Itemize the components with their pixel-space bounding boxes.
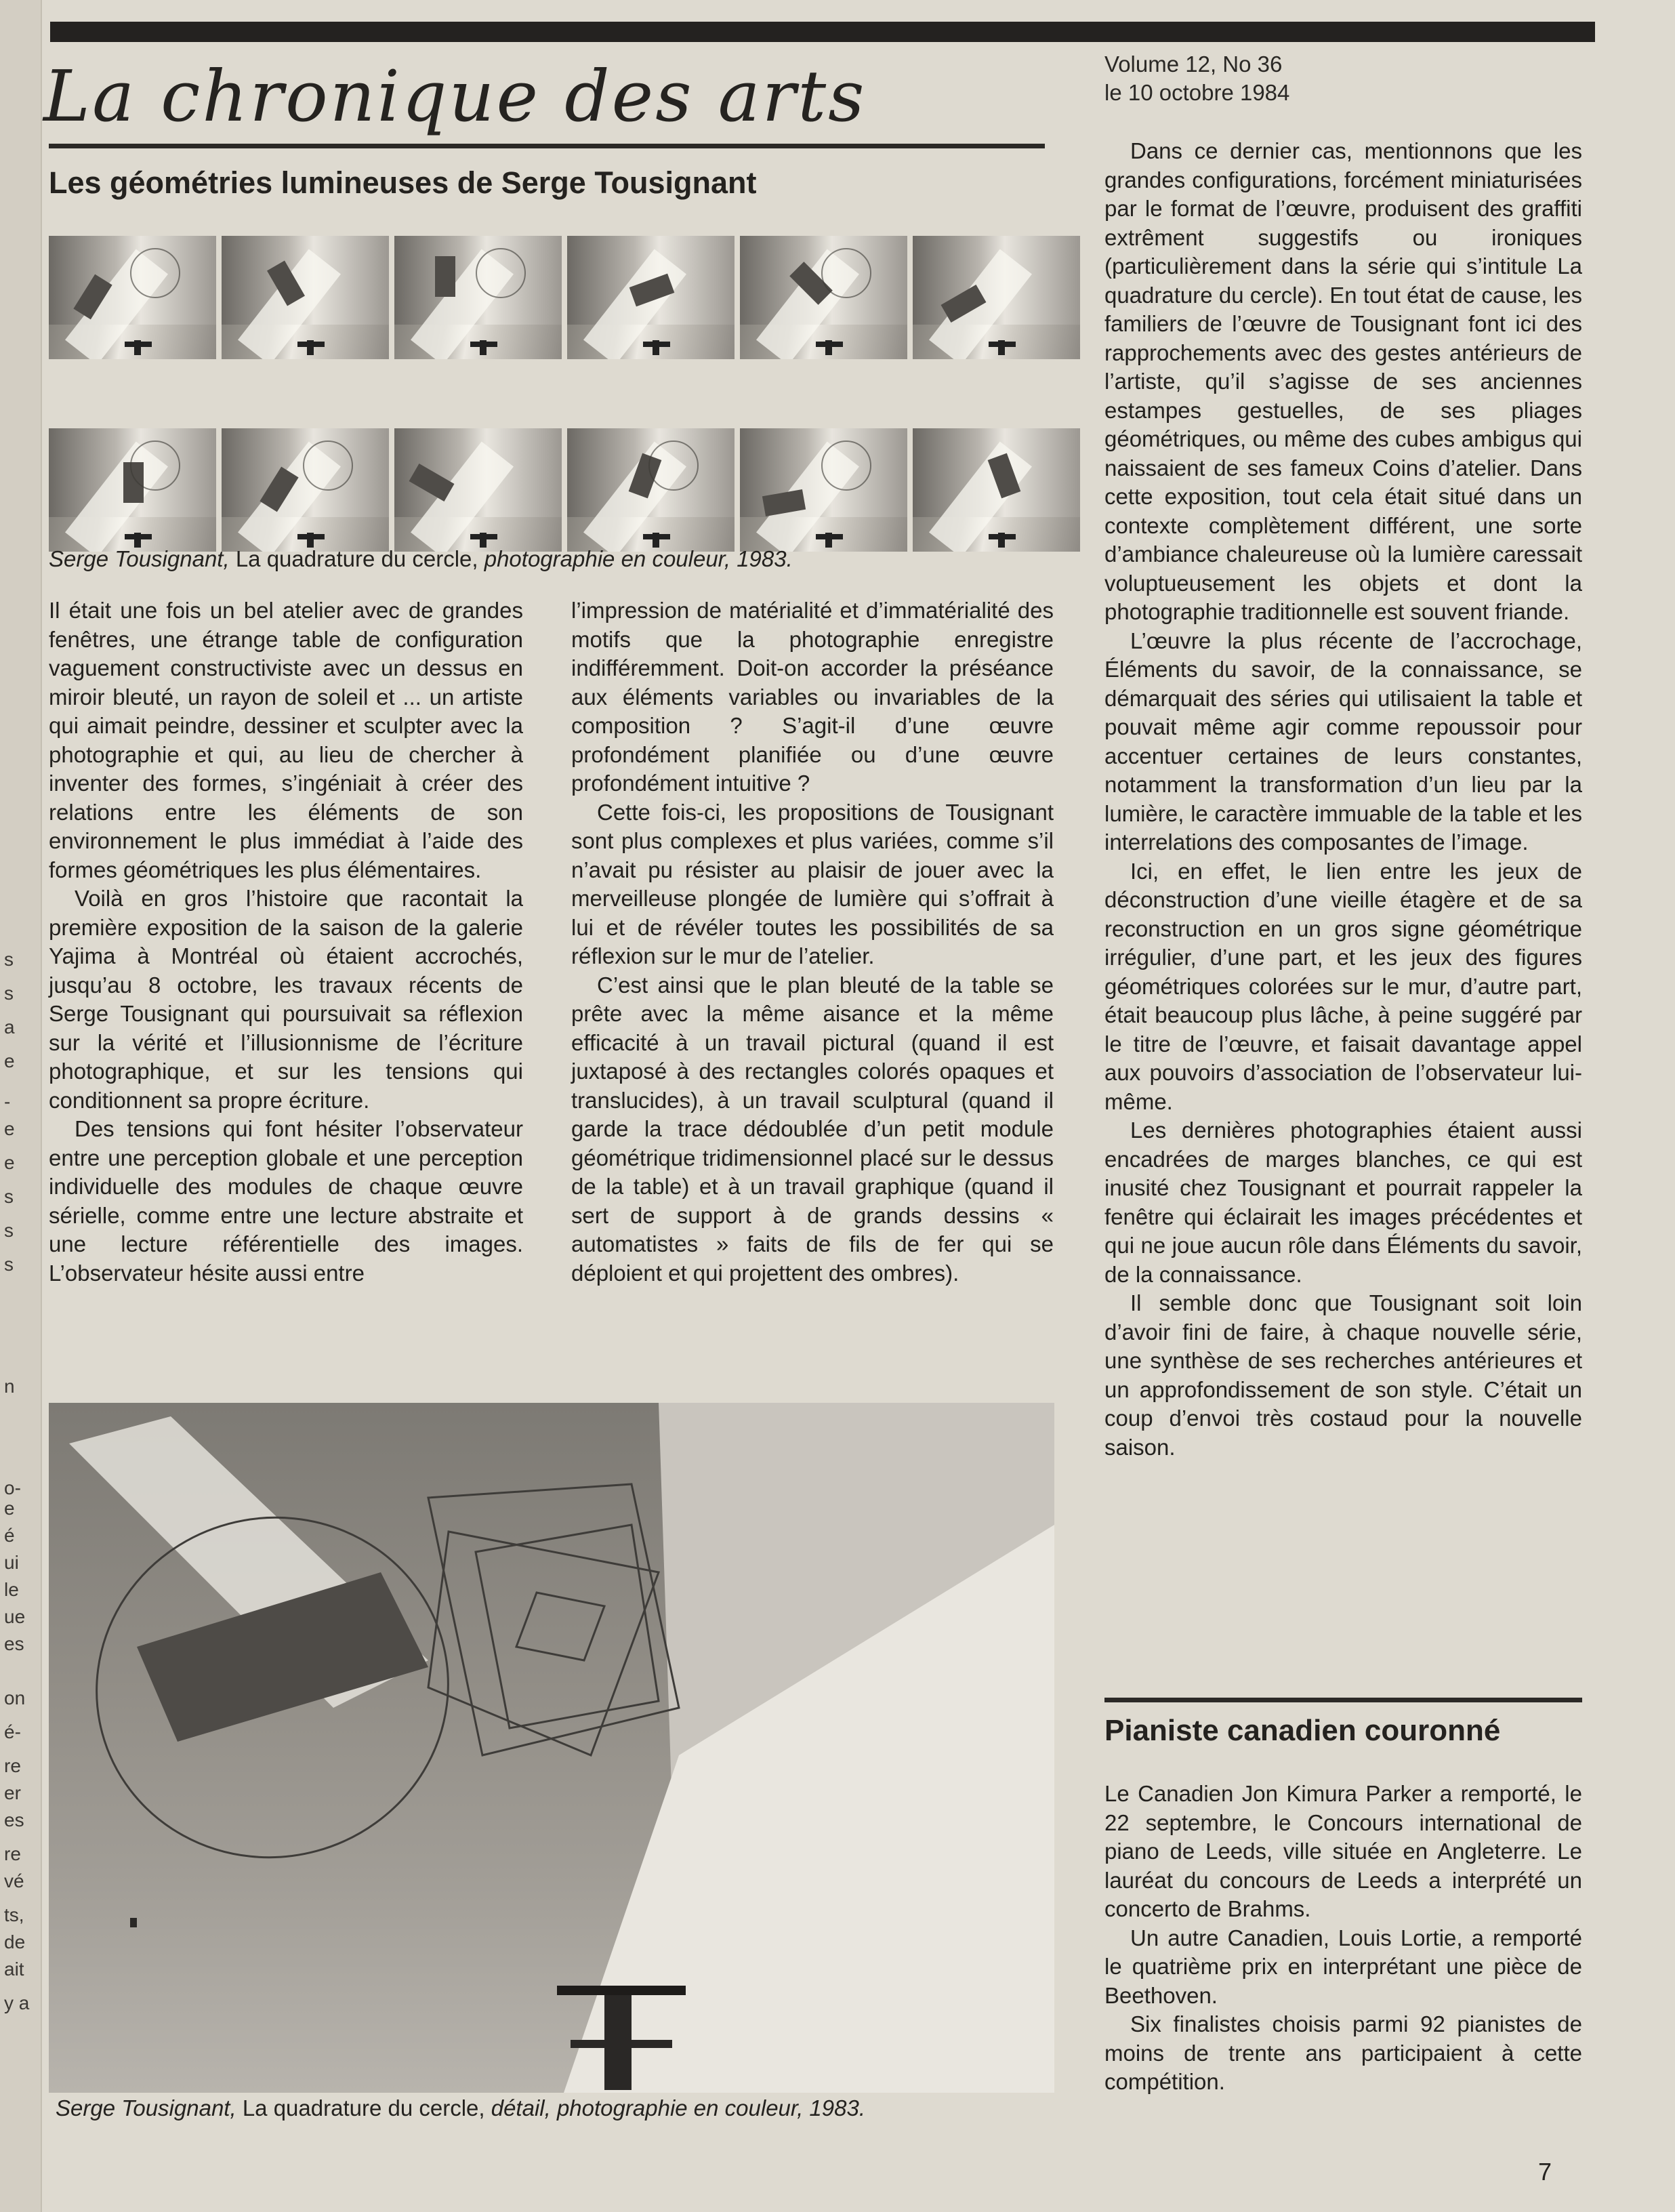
paragraph: l’impression de matérialité et d’immatérialité des motifs que la photographie enregistre indifféremment. Doit-on accorder la préséance aux éléments variables ou invariables de la composition ? S’agit-il d’une œuvre profondément planifiée ou d’une œuvre profondément intuitive ? [571, 598, 1054, 796]
photo-frame [740, 428, 907, 552]
paragraph: Le Canadien Jon Kimura Parker a remporté, le 22 septembre, le Concours international de piano de Leeds, ville située en Angleterre. Le lauréat du concours de Leeds a interprété un concerto de Brahms. [1104, 1781, 1582, 1921]
bleed-fragment: e [4, 1050, 15, 1071]
paragraph: Des tensions qui font hésiter l’observateur entre une perception globale et une perception individuelle des modules de chaque œuvre sérielle, comme entre une lecture abstraite et une lecture référentielle des images. L’observateur hésite aussi entre [49, 1116, 523, 1286]
bleed-fragment: s [4, 983, 14, 1004]
detail-photograph [49, 1403, 1054, 2093]
bleed-fragment: s [4, 949, 14, 970]
bleed-fragment: re [4, 1843, 21, 1864]
bleed-fragment: e [4, 1152, 15, 1173]
photo-frame [222, 428, 389, 552]
adjacent-page-edge [0, 0, 42, 2212]
bleed-fragment: le [4, 1579, 19, 1600]
article-column-2 [571, 596, 1054, 1288]
sidebar-rule [1104, 1698, 1582, 1702]
paragraph: Six finalistes choisis parmi 92 pianistes de moins de trente ans participaient à cette compétition. [1104, 2011, 1582, 2094]
photo-strip-bottom [49, 428, 1080, 552]
bleed-fragment: e [4, 1498, 15, 1519]
photo-frame [567, 428, 735, 552]
photo-frame [913, 236, 1080, 359]
bleed-fragment: - [4, 1091, 11, 1112]
bleed-fragment: e [4, 1118, 15, 1139]
paragraph: Ici, en effet, le lien entre les jeux de déconstruction d’une vieille étagère et de sa reconstruction en un gros signe géométrique irrégulier, d’une part, et les jeux des figures géométriques colorées sur le mur, d’autre part, était beaucoup plus lâche, à peine suggéré par le titre de l’œuvre, et faisait davantage appel aux pouvoirs d’association de l’observateur lui-même. [1104, 858, 1582, 1114]
photo-caption-top: Serge Tousignant, La quadrature du cercle, photographie en couleur, 1983. [49, 546, 793, 571]
masthead: La chronique des arts [43, 55, 867, 138]
bleed-fragment: o- [4, 1477, 21, 1498]
bleed-fragment: ui [4, 1552, 19, 1573]
bleed-fragment: n [4, 1376, 15, 1397]
photo-frame [222, 236, 389, 359]
paragraph: Un autre Canadien, Louis Lortie, a remporté le quatrième prix en interprétant une pièce de Beethoven. [1104, 1925, 1582, 2008]
bleed-fragment: ts, [4, 1904, 24, 1925]
bleed-fragment: es [4, 1633, 24, 1654]
bleed-fragment: é- [4, 1721, 21, 1742]
sidebar-headline: Pianiste canadien couronné [1104, 1714, 1501, 1747]
bleed-fragment: ait [4, 1959, 24, 1980]
bleed-fragment: s [4, 1254, 14, 1275]
paragraph: Voilà en gros l’histoire que racontait la première exposition de la saison de la galerie Yajima à Montréal où étaient accrochés, jusqu’au 8 octobre, les travaux récents de Serge Tousignant qui poursuivait sa réflexion sur la vérité et l’illusionnisme de l’écriture photographique, et sur les tensions qui conditionnent sa propre écriture. [49, 886, 523, 1113]
bleed-fragment: a [4, 1017, 15, 1038]
bleed-fragment: s [4, 1220, 14, 1241]
photo-strip-top [49, 236, 1080, 359]
bleed-fragment: ue [4, 1606, 26, 1627]
bleed-fragment: es [4, 1809, 24, 1830]
bleed-fragment: de [4, 1931, 26, 1952]
photo-frame [567, 236, 735, 359]
photo-frame [49, 236, 216, 359]
bleed-fragment: on [4, 1687, 26, 1708]
issue-date: le 10 octobre 1984 [1104, 80, 1290, 105]
masthead-rule [49, 144, 1045, 148]
bleed-fragment: é [4, 1525, 15, 1546]
bleed-fragment: re [4, 1755, 21, 1776]
paragraph: Les dernières photographies étaient aussi encadrées de marges blanches, ce qui est inusité chez Tousignant et pourrait rappeler la fenêtre qui éclairait les images précédentes et qui ne joue aucun rôle dans Éléments du savoir, de la connaissance. [1104, 1118, 1582, 1287]
paragraph: C’est ainsi que le plan bleuté de la table se prête avec la même aisance et la même efficacité à un travail pictural (quand il est juxtaposé à des rectangles colorés opaques et translucides), à un travail sculptural (quand il garde la trace dédoublée d’un petit module géométrique tridimensionnel placé sur le dessus de la table) et à un travail graphique (quand il sert de support à de grands dessins « automatistes » faits de fils de fer qui se déploient et qui projettent des ombres). [571, 972, 1054, 1286]
article-headline: Les géométries lumineuses de Serge Tousignant [49, 165, 757, 200]
photo-frame [394, 428, 562, 552]
photo-frame [49, 428, 216, 552]
paragraph: Cette fois-ci, les propositions de Tousignant sont plus complexes et plus variées, comme s’il n’avait pu résister au plaisir de jouer avec la merveilleuse plongée de lumière qui s’offrait à lui et de révéler toutes les possibilités de sa réflexion sur le mur de l’atelier. [571, 799, 1054, 968]
bleed-fragment: y a [4, 1992, 30, 2013]
paragraph: Il était une fois un bel atelier avec de grandes fenêtres, une étrange table de configuration vaguement constructiviste avec un dessus en miroir bleuté, un rayon de soleil et ... un artiste qui aimait peindre, dessiner et sculpter avec la photographie et qui, au lieu de chercher à inventer des formes, s’ingéniait à créer des relations entre les éléments de son environnement le plus immédiat à l’aide des formes géométriques les plus élémentaires. [49, 598, 523, 882]
bleed-fragment: er [4, 1782, 21, 1803]
page-number: 7 [1538, 2158, 1552, 2186]
photo-frame [913, 428, 1080, 552]
top-rule [50, 22, 1595, 42]
paragraph: Dans ce dernier cas, mentionnons que les grandes configurations, forcément miniaturisées par le format de l’œuvre, produisent des graffiti extrêment suggestifs ou ironiques (particulièrement dans la série qui s’intitule La quadrature du cercle). En tout état de cause, les familiers de l’œuvre de Tousignant font ici des rapprochements avec des gestes antérieurs de l’artiste, qu’il s’agisse de ses anciennes estampes gestuelles, de ses pliages géométriques, ou même des cubes ambigus qui naissaient de ses fameux Coins d’atelier. Dans cette exposition, tout cela était situé dans un contexte complètement différent, une sorte d’ambiance chaleureuse où la lumière caressait voluptueusement les objets et dont la photographie traditionnelle est souvent friande. [1104, 138, 1582, 624]
photo-frame [740, 236, 907, 359]
photo-caption-bottom: Serge Tousignant, La quadrature du cercle, détail, photographie en couleur, 1983. [56, 2095, 865, 2121]
issue-volume: Volume 12, No 36 [1104, 52, 1283, 77]
article-column-3 [1104, 137, 1582, 1462]
issue-info [1104, 50, 1289, 107]
article-column-1 [49, 596, 523, 1288]
paragraph: Il semble donc que Tousignant soit loin d’avoir fini de faire, à chaque nouvelle série, une synthèse de ses recherches antérieures et un approfondissement de son style. C’était un coup d’envoi très costaud pour la nouvelle saison. [1104, 1290, 1582, 1460]
bleed-fragment: s [4, 1186, 14, 1207]
sidebar-article [1104, 1780, 1582, 2097]
photo-frame [394, 236, 562, 359]
bleed-fragment: vé [4, 1870, 24, 1891]
paragraph: L’œuvre la plus récente de l’accrochage, Éléments du savoir, de la connaissance, se démarquait des séries qui utilisaient la table et pouvait même agir comme repoussoir pour accentuer certaines de leurs constantes, notamment la transformation d’un lieu par la lumière, le caractère immuable de la table et les interrelations des composantes de l’image. [1104, 628, 1582, 855]
